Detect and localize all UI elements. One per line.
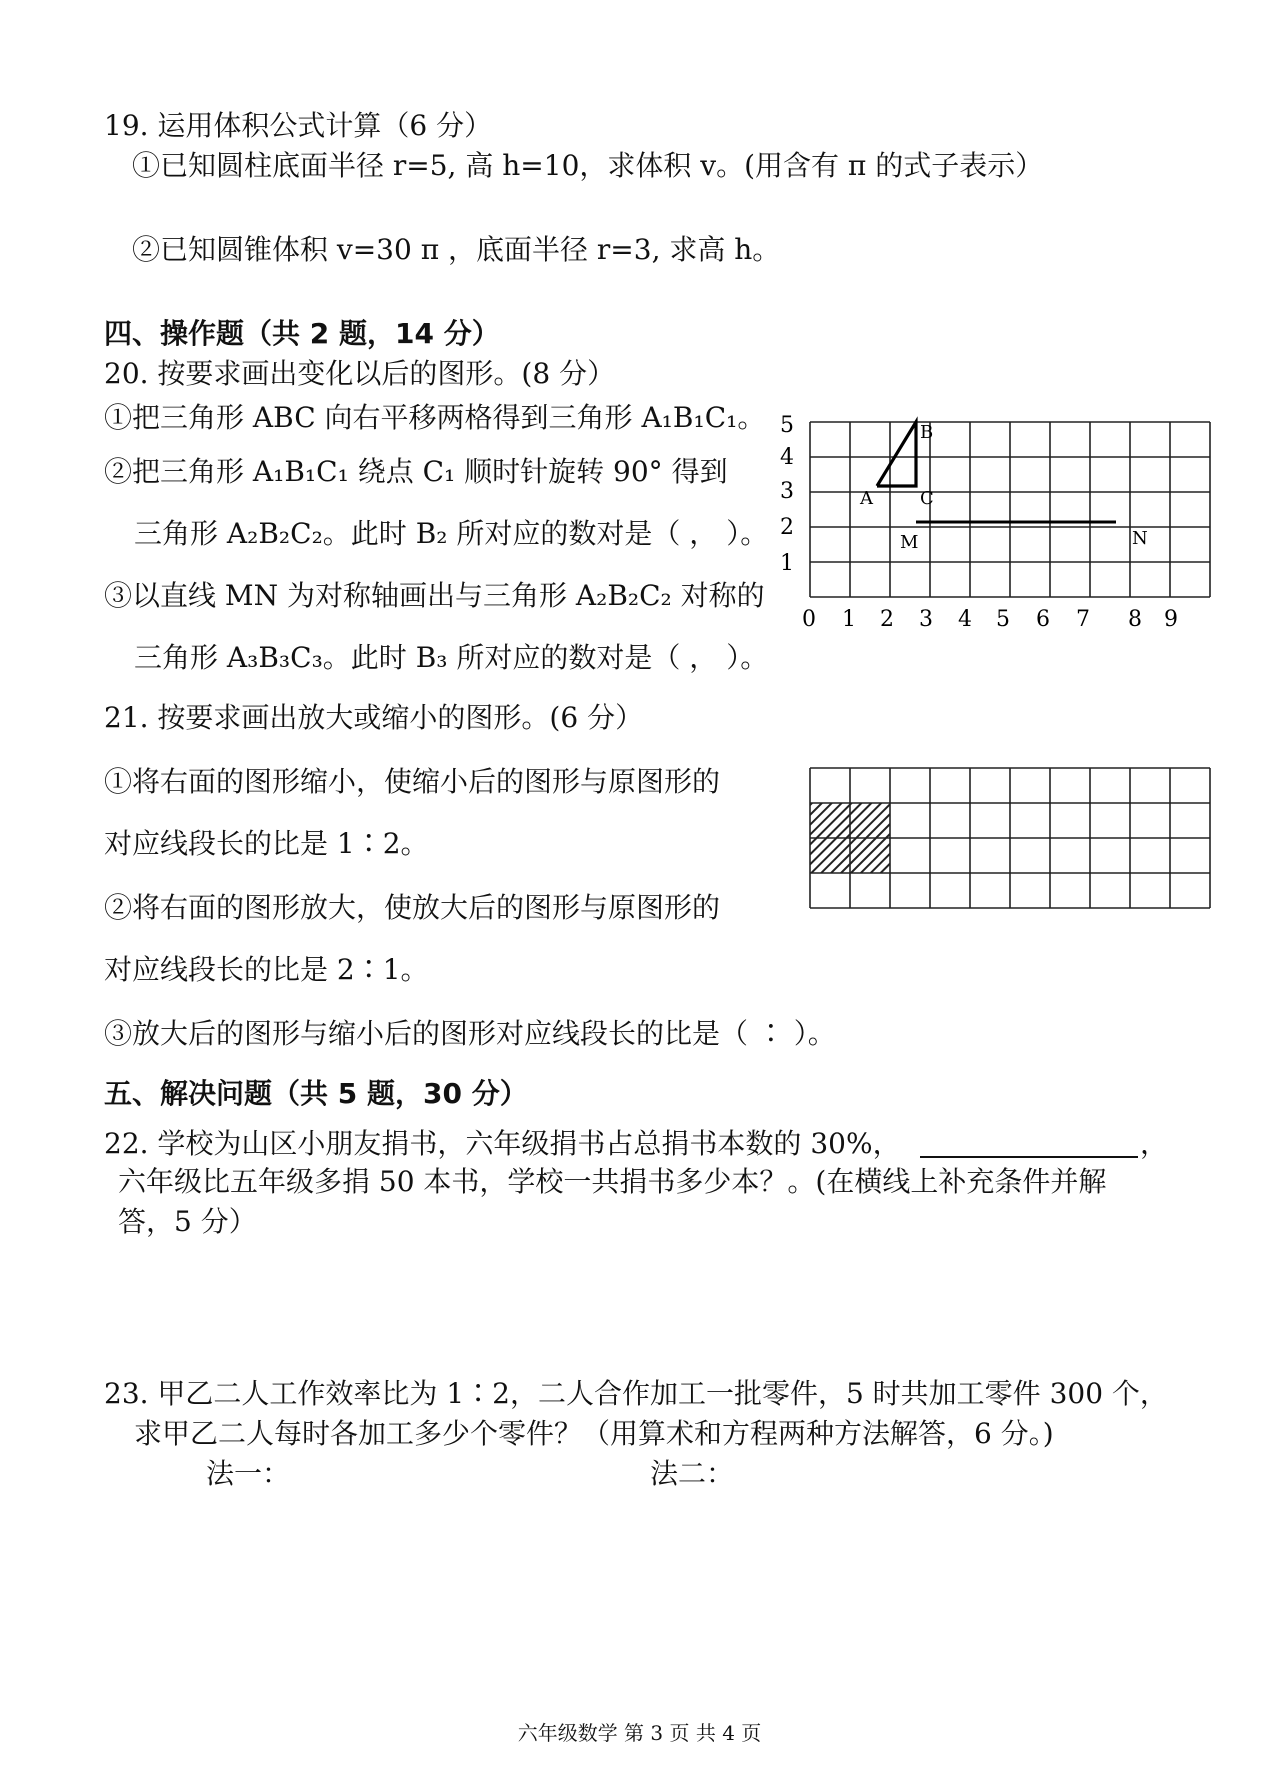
x-tick-1: 1 — [842, 607, 856, 632]
y-tick-3: 3 — [780, 479, 794, 504]
q21-part2b: 对应线段长的比是 2∶1。 — [104, 953, 429, 986]
y-tick-4: 4 — [780, 445, 794, 470]
q20-part3b: 三角形 A₃B₃C₃。此时 B₃ 所对应的数对是（ ， ）。 — [134, 641, 769, 674]
section4-heading: 四、操作题（共 2 题，14 分） — [104, 317, 500, 350]
label-m: M — [900, 532, 919, 553]
q19-part1: ①已知圆柱底面半径 r=5, 高 h=10，求体积 v。(用含有 π 的式子表示） — [132, 149, 1044, 182]
x-tick-8: 8 — [1128, 607, 1142, 632]
grid-lines — [810, 422, 1210, 597]
x-tick-0: 0 — [802, 607, 816, 632]
q22-line1: 22. 学校为山区小朋友捐书，六年级捐书占总捐书本数的 30%， — [104, 1127, 901, 1160]
q22-blank-comma: ， — [1140, 1127, 1169, 1160]
y-ticks — [780, 413, 794, 576]
q21-part2a: ②将右面的图形放大，使放大后的图形与原图形的 — [104, 891, 721, 924]
page-footer: 六年级数学 第 3 页 共 4 页 — [517, 1721, 762, 1745]
q22-line2: 六年级比五年级多捐 50 本书，学校一共捐书多少本？。(在横线上补充条件并解 — [118, 1165, 1107, 1198]
q23-line1: 23. 甲乙二人工作效率比为 1∶2，二人合作加工一批零件，5 时共加工零件 300 个， — [104, 1377, 1168, 1410]
x-tick-9: 9 — [1164, 607, 1178, 632]
q22-line3: 答，5 分） — [118, 1205, 257, 1238]
label-n: N — [1132, 528, 1148, 549]
q21-part1a: ①将右面的图形缩小，使缩小后的图形与原图形的 — [104, 765, 721, 798]
q19-part2: ②已知圆锥体积 v=30 π ，底面半径 r=3, 求高 h。 — [132, 233, 781, 266]
q21-title: 21. 按要求画出放大或缩小的图形。(6 分） — [104, 701, 644, 734]
q23-method1-label: 法一： — [206, 1457, 291, 1490]
q22-answer-blank[interactable] — [920, 1156, 1138, 1158]
x-tick-4: 4 — [958, 607, 972, 632]
q20-part2a: ②把三角形 A₁B₁C₁ 绕点 C₁ 顺时针旋转 90° 得到 — [104, 455, 728, 488]
grid-lines — [810, 768, 1210, 908]
q19-title: 19. 运用体积公式计算（6 分） — [104, 109, 493, 142]
q20-part3a: ③以直线 MN 为对称轴画出与三角形 A₂B₂C₂ 对称的 — [104, 579, 765, 612]
label-b: B — [920, 422, 934, 443]
q21-part1b: 对应线段长的比是 1∶2。 — [104, 827, 429, 860]
q23-line2: 求甲乙二人每时各加工多少个零件？（用算术和方程两种方法解答，6 分。) — [134, 1417, 1054, 1450]
q21-part3: ③放大后的图形与缩小后的图形对应线段长的比是（ ∶ ）。 — [104, 1017, 836, 1050]
x-tick-6: 6 — [1036, 607, 1050, 632]
y-tick-5: 5 — [780, 413, 794, 438]
y-tick-1: 1 — [780, 551, 794, 576]
q20-part1: ①把三角形 ABC 向右平移两格得到三角形 A₁B₁C₁。 — [104, 401, 766, 434]
section5-heading: 五、解决问题（共 5 题，30 分） — [104, 1077, 528, 1110]
label-a: A — [860, 488, 873, 509]
q23-method2-label: 法二： — [650, 1457, 735, 1490]
x-tick-7: 7 — [1076, 607, 1090, 632]
label-c: C — [920, 488, 934, 509]
q20-title: 20. 按要求画出变化以后的图形。(8 分） — [104, 357, 616, 390]
q21-scaling-grid — [808, 766, 1218, 916]
y-tick-2: 2 — [780, 515, 794, 540]
x-tick-2: 2 — [880, 607, 894, 632]
x-ticks — [802, 607, 1178, 632]
x-tick-3: 3 — [919, 607, 933, 632]
q20-part2b: 三角形 A₂B₂C₂。此时 B₂ 所对应的数对是（ ， ）。 — [134, 517, 769, 550]
triangle-abc — [877, 422, 916, 486]
x-tick-5: 5 — [996, 607, 1010, 632]
q20-coordinate-grid — [770, 404, 1230, 644]
